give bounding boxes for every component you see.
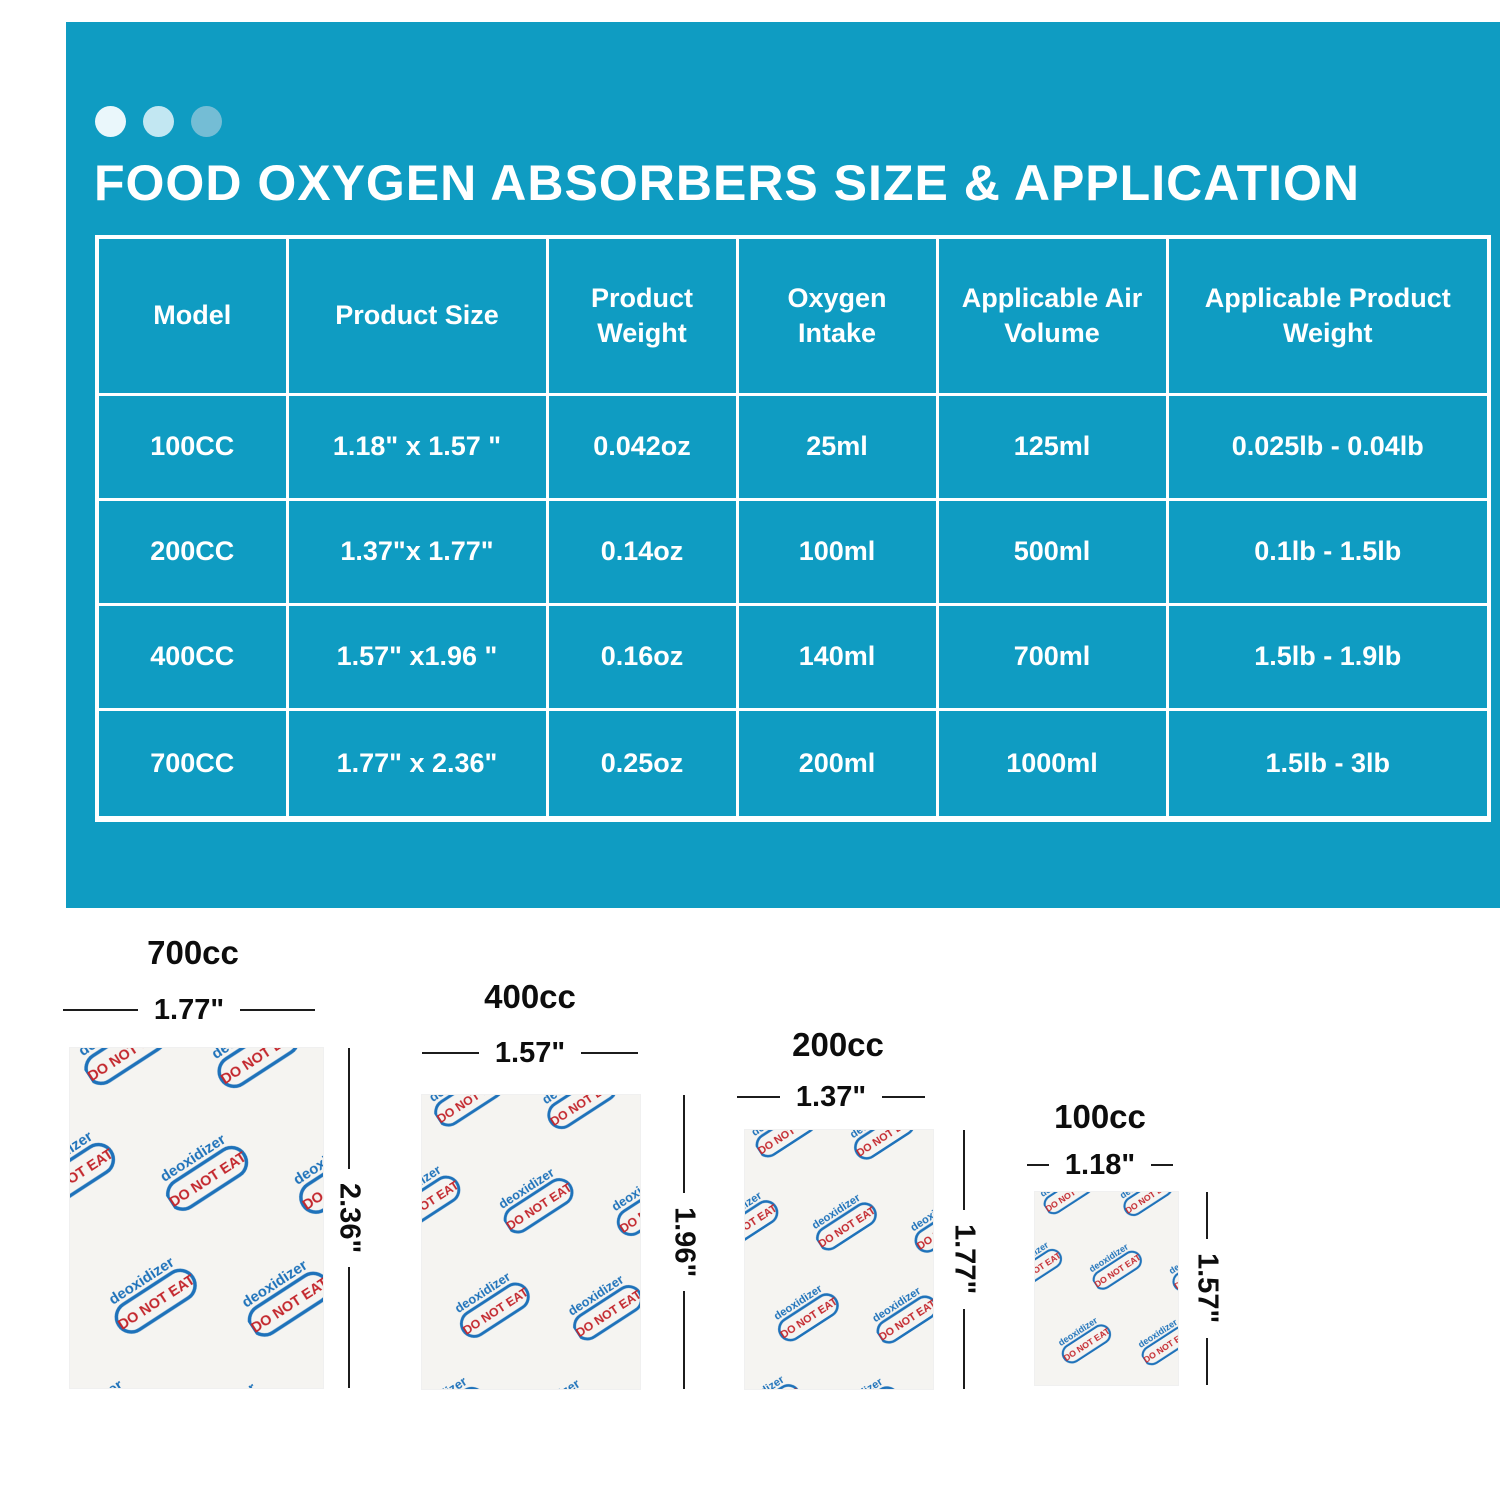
height-dimension-200cc xyxy=(944,1130,984,1389)
dimension-line xyxy=(963,1130,965,1210)
cell-model: 700CC xyxy=(97,709,287,819)
dimension-line xyxy=(63,1009,138,1011)
capacity-label-200cc: 200cc xyxy=(792,1026,884,1063)
dimension-line xyxy=(683,1291,685,1389)
dot-icon xyxy=(143,106,174,137)
dimension-line xyxy=(1206,1192,1208,1239)
dot-icon xyxy=(191,106,222,137)
cell-applicable-weight: 0.1lb - 1.5lb xyxy=(1167,499,1489,604)
dimension-line xyxy=(348,1267,350,1388)
width-value: 1.57" xyxy=(494,1036,566,1069)
height-value: 1.57" xyxy=(1191,1253,1224,1324)
table-header-row xyxy=(97,237,1489,394)
dimension-line xyxy=(1027,1164,1049,1166)
dot-icon xyxy=(95,106,126,137)
dimension-line xyxy=(581,1052,638,1054)
height-dimension-700cc xyxy=(329,1048,369,1388)
cell-air-volume: 125ml xyxy=(937,394,1167,499)
width-value: 1.77" xyxy=(153,993,225,1026)
dimension-line xyxy=(737,1096,780,1098)
cell-intake: 200ml xyxy=(737,709,937,819)
col-header-product-weight: Product Weight xyxy=(547,237,737,394)
cell-air-volume: 700ml xyxy=(937,604,1167,709)
table-row xyxy=(97,604,1489,709)
width-dimension-700cc xyxy=(63,993,315,1027)
col-header-model: Model xyxy=(97,237,287,394)
cell-intake: 25ml xyxy=(737,394,937,499)
dimension-line xyxy=(882,1096,925,1098)
width-dimension-100cc xyxy=(1027,1148,1173,1182)
col-header-product-size: Product Size xyxy=(287,237,547,394)
cell-intake: 140ml xyxy=(737,604,937,709)
cell-model: 400CC xyxy=(97,604,287,709)
cell-weight: 0.25oz xyxy=(547,709,737,819)
table-row xyxy=(97,709,1489,819)
cell-weight: 0.042oz xyxy=(547,394,737,499)
height-dimension-400cc xyxy=(664,1095,704,1389)
dimension-line xyxy=(1206,1338,1208,1385)
info-panel xyxy=(66,22,1500,908)
cell-weight: 0.14oz xyxy=(547,499,737,604)
absorber-packet-700cc xyxy=(70,1048,323,1388)
dimension-line xyxy=(683,1095,685,1193)
cell-size: 1.57" x1.96 " xyxy=(287,604,547,709)
dimension-line xyxy=(1151,1164,1173,1166)
height-value: 2.36" xyxy=(333,1182,366,1254)
capacity-label-100cc: 100cc xyxy=(1054,1098,1146,1135)
cell-weight: 0.16oz xyxy=(547,604,737,709)
width-value: 1.18" xyxy=(1064,1148,1136,1181)
table-row xyxy=(97,499,1489,604)
height-value: 1.96" xyxy=(668,1206,701,1278)
cell-applicable-weight: 0.025lb - 0.04lb xyxy=(1167,394,1489,499)
spec-table xyxy=(95,235,1491,822)
cell-size: 1.37"x 1.77" xyxy=(287,499,547,604)
width-value: 1.37" xyxy=(795,1080,867,1113)
cell-applicable-weight: 1.5lb - 3lb xyxy=(1167,709,1489,819)
cell-size: 1.18" x 1.57 " xyxy=(287,394,547,499)
page-title: FOOD OXYGEN ABSORBERS SIZE & APPLICATION xyxy=(94,155,1361,211)
dimension-line xyxy=(240,1009,315,1011)
width-dimension-400cc xyxy=(422,1036,638,1070)
height-value: 1.77" xyxy=(948,1224,981,1295)
height-dimension-100cc xyxy=(1187,1192,1227,1385)
cell-air-volume: 500ml xyxy=(937,499,1167,604)
cell-applicable-weight: 1.5lb - 1.9lb xyxy=(1167,604,1489,709)
width-dimension-200cc xyxy=(737,1080,925,1114)
col-header-air-volume: Applicable Air Volume xyxy=(937,237,1167,394)
table-row xyxy=(97,394,1489,499)
cell-intake: 100ml xyxy=(737,499,937,604)
dimension-line xyxy=(422,1052,479,1054)
cell-air-volume: 1000ml xyxy=(937,709,1167,819)
cell-size: 1.77" x 2.36" xyxy=(287,709,547,819)
dimension-line xyxy=(348,1048,350,1169)
decorative-dots xyxy=(95,106,222,137)
absorber-packet-400cc xyxy=(422,1095,640,1389)
absorber-packet-200cc xyxy=(745,1130,933,1389)
cell-model: 200CC xyxy=(97,499,287,604)
capacity-label-400cc: 400cc xyxy=(484,978,576,1015)
capacity-label-700cc: 700cc xyxy=(147,934,239,971)
cell-model: 100CC xyxy=(97,394,287,499)
absorber-packet-100cc xyxy=(1035,1192,1178,1385)
col-header-oxygen-intake: Oxygen Intake xyxy=(737,237,937,394)
col-header-applicable-weight: Applicable Product Weight xyxy=(1167,237,1489,394)
dimension-line xyxy=(963,1309,965,1389)
